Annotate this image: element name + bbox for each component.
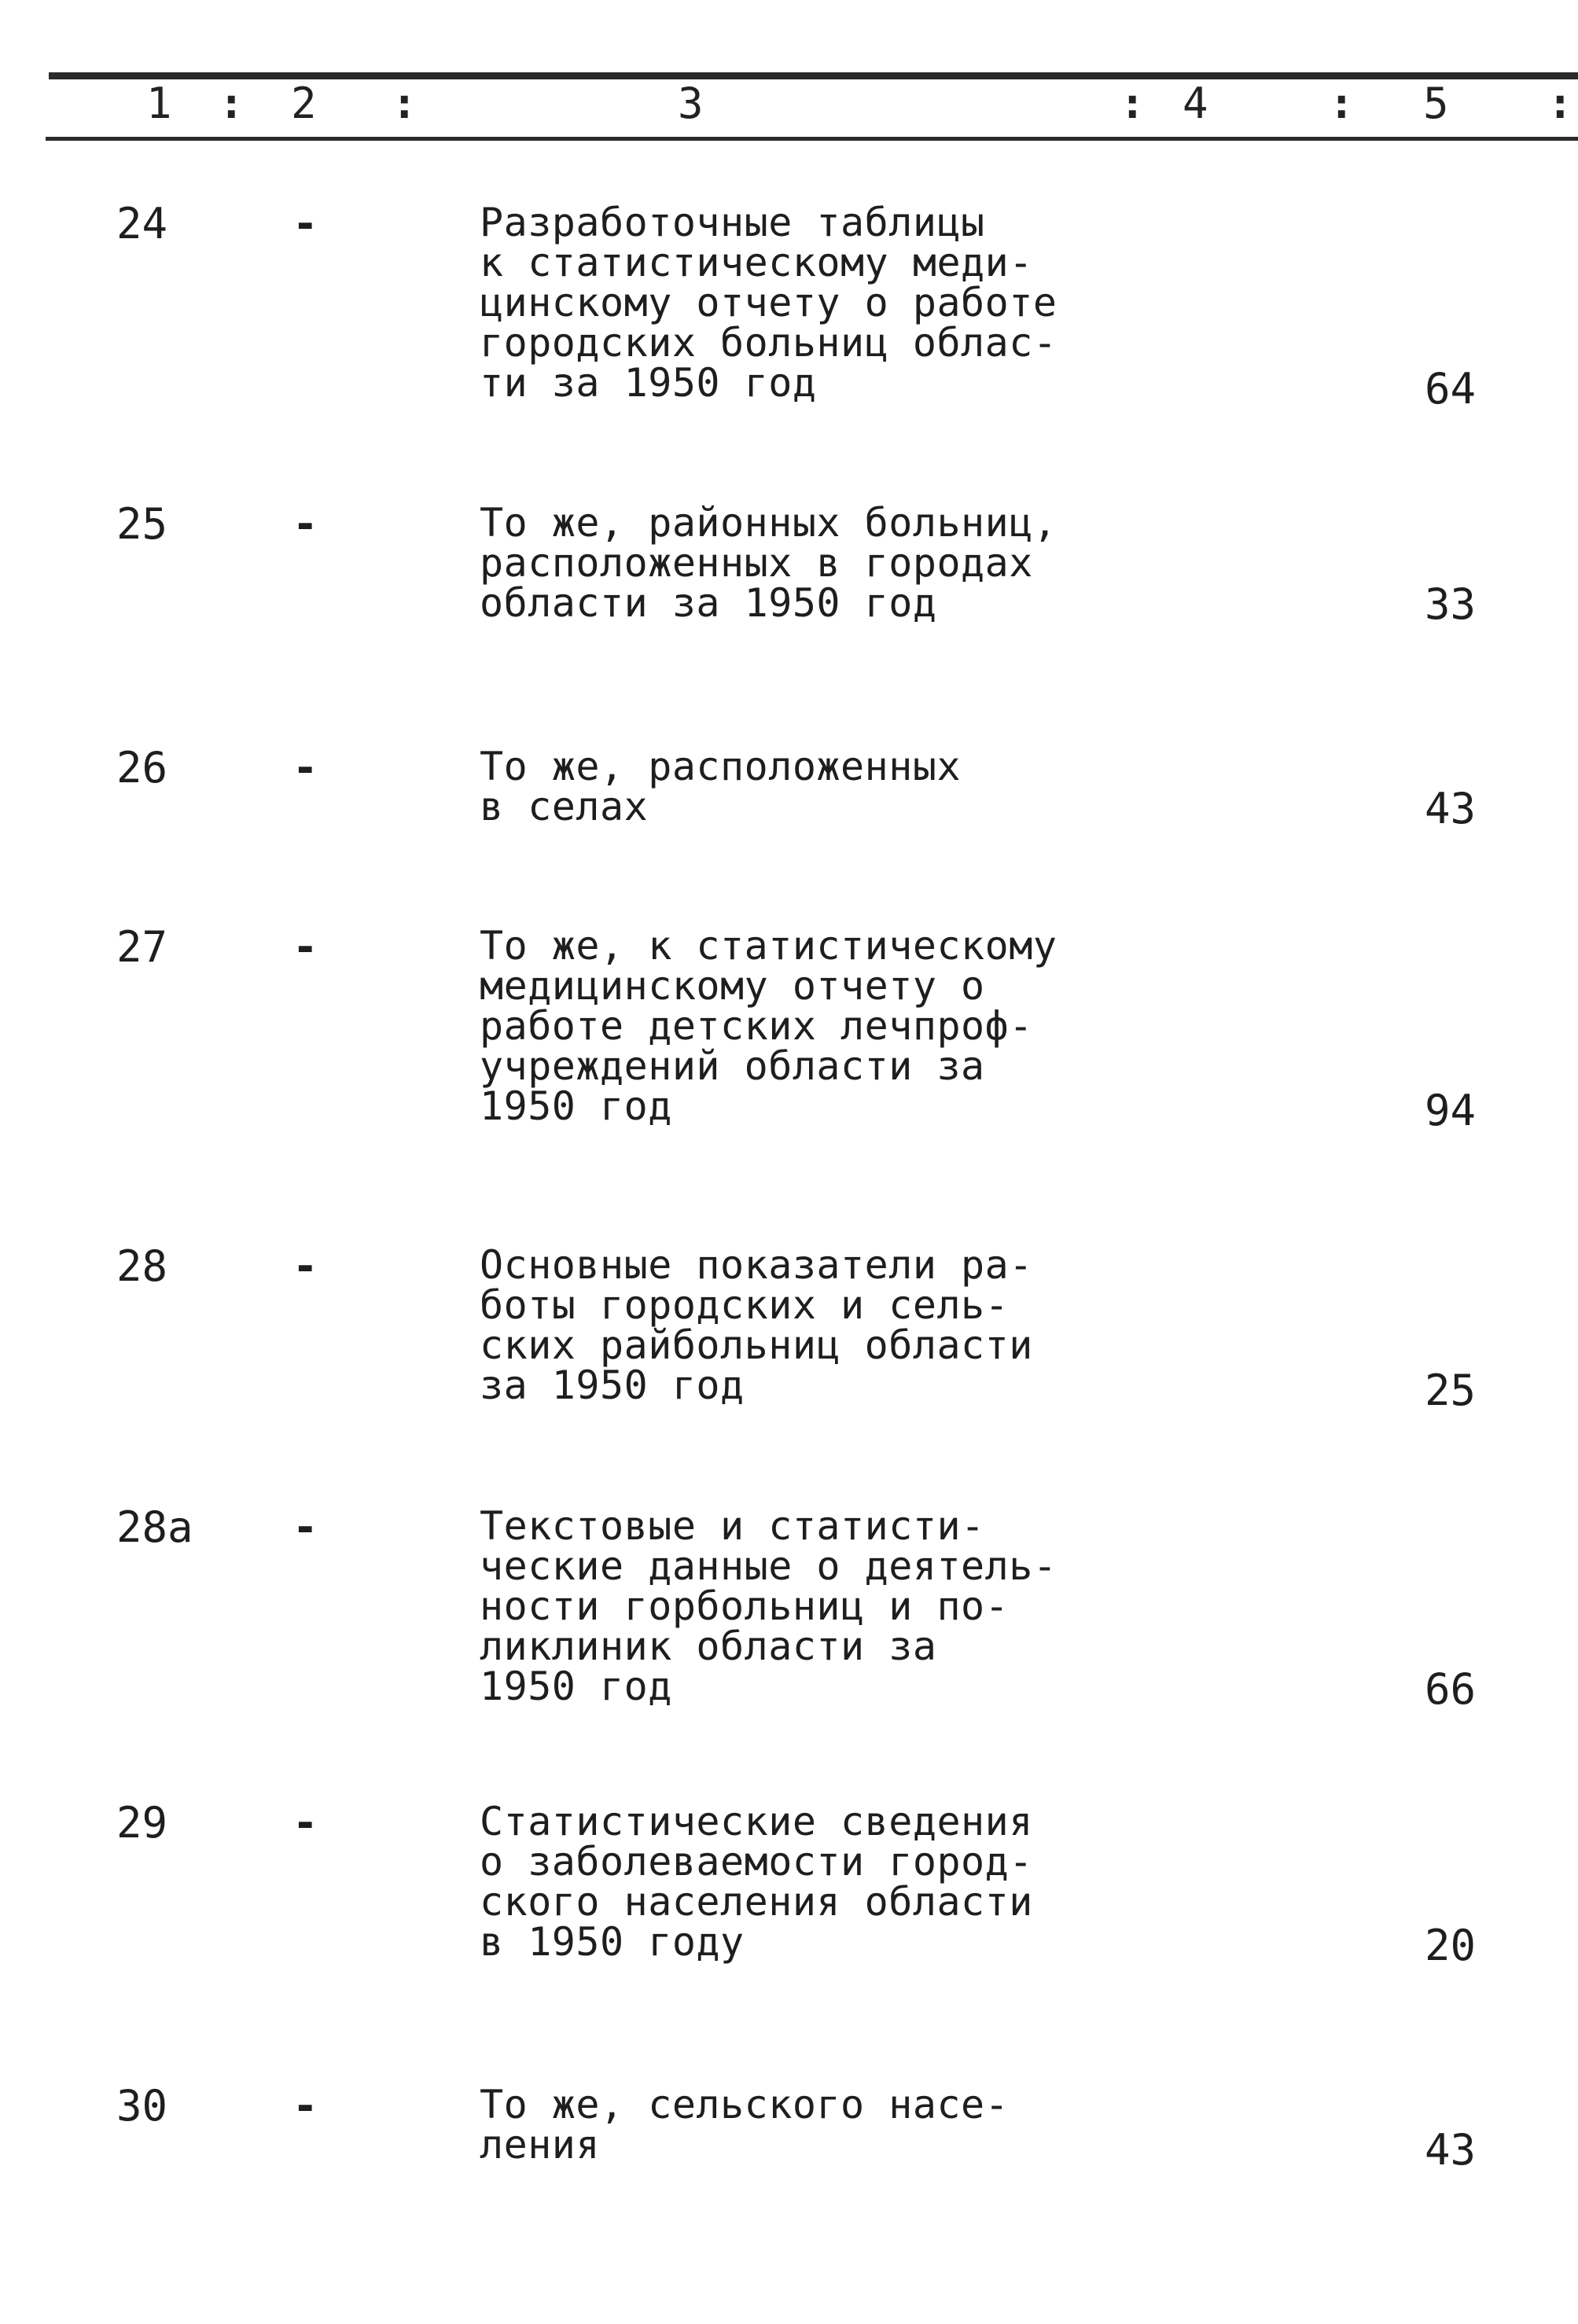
file-number: 27: [116, 922, 168, 972]
file-title-line: за 1950 год: [480, 1362, 745, 1408]
file-title-line: к статистическому меди-: [480, 240, 1033, 285]
file-title-line: ликлиник области за: [480, 1623, 937, 1669]
file-title: [480, 500, 1093, 626]
sheet-count: 25: [1424, 1366, 1476, 1415]
file-title: [480, 200, 1093, 406]
sheet-count: 43: [1424, 784, 1476, 833]
file-title-line: Статистические сведения: [480, 1799, 1033, 1844]
column-separator: :: [1547, 79, 1573, 128]
sheet-count: 64: [1424, 364, 1476, 414]
file-number: 29: [116, 1798, 168, 1848]
file-title-line: ских райбольниц области: [480, 1322, 1033, 1368]
file-title: [480, 1503, 1093, 1709]
header-bottom-rule: [46, 137, 1578, 141]
file-title: [480, 1799, 1093, 1965]
file-title-line: То же, сельского насе-: [480, 2082, 1010, 2127]
file-title-line: в селах: [480, 784, 649, 829]
file-title-line: ления: [480, 2122, 601, 2168]
file-title-line: Основные показатели ра-: [480, 1242, 1033, 1288]
file-title-line: расположенных в городах: [480, 540, 1033, 586]
sheet-count: 33: [1424, 579, 1476, 629]
file-title-line: городских больниц облас-: [480, 320, 1058, 366]
file-number: 30: [116, 2081, 168, 2131]
column-separator: :: [392, 79, 417, 128]
file-title: [480, 1242, 1093, 1408]
file-title-line: ского населения области: [480, 1879, 1033, 1925]
file-number: 28: [116, 1241, 168, 1291]
dash-mark: -: [292, 743, 318, 792]
file-title-line: медицинскому отчету о: [480, 963, 985, 1009]
file-title-line: о заболеваемости город-: [480, 1839, 1033, 1885]
dash-mark: -: [292, 1241, 318, 1291]
dash-mark: -: [292, 1502, 318, 1552]
file-number: 26: [116, 743, 168, 792]
dash-mark: -: [292, 922, 318, 972]
file-title-line: учреждений области за: [480, 1043, 985, 1089]
file-title-line: в 1950 году: [480, 1919, 745, 1965]
file-title-line: То же, к статистическому: [480, 923, 1058, 969]
file-title-line: работе детских лечпроф-: [480, 1003, 1033, 1049]
file-title-line: ти за 1950 год: [480, 360, 817, 406]
file-number: 24: [116, 199, 168, 248]
column-4-header: 4: [1183, 79, 1208, 128]
column-separator: :: [219, 79, 245, 128]
file-title-line: ческие данные о деятель-: [480, 1543, 1058, 1589]
file-number: 28а: [116, 1502, 193, 1552]
column-5-header: 5: [1423, 79, 1449, 128]
sheet-count: 94: [1424, 1086, 1476, 1135]
file-title-line: То же, расположенных: [480, 744, 962, 789]
sheet-count: 66: [1424, 1664, 1476, 1714]
file-number: 25: [116, 499, 168, 549]
column-separator: :: [1329, 79, 1355, 128]
column-1-header: 1: [146, 79, 172, 128]
file-title: [480, 744, 1093, 829]
file-title-line: То же, районных больниц,: [480, 500, 1058, 546]
file-title-line: боты городских и сель-: [480, 1282, 1010, 1328]
sheet-count: 43: [1424, 2125, 1476, 2175]
column-separator: :: [1120, 79, 1146, 128]
dash-mark: -: [292, 199, 318, 248]
sheet-count: 20: [1424, 1921, 1476, 1970]
file-title-line: Разработочные таблицы: [480, 200, 985, 245]
file-title-line: области за 1950 год: [480, 580, 937, 626]
file-title-line: 1950 год: [480, 1083, 672, 1129]
file-title-line: 1950 год: [480, 1664, 672, 1709]
file-title-line: Текстовые и статисти-: [480, 1503, 985, 1549]
dash-mark: -: [292, 499, 318, 549]
column-3-header: 3: [678, 79, 704, 128]
dash-mark: -: [292, 1798, 318, 1848]
file-title-line: цинскому отчету о работе: [480, 280, 1058, 325]
dash-mark: -: [292, 2081, 318, 2131]
file-title: [480, 923, 1093, 1129]
file-title-line: ности горбольниц и по-: [480, 1583, 1010, 1629]
column-2-header: 2: [291, 79, 317, 128]
file-title: [480, 2082, 1093, 2168]
